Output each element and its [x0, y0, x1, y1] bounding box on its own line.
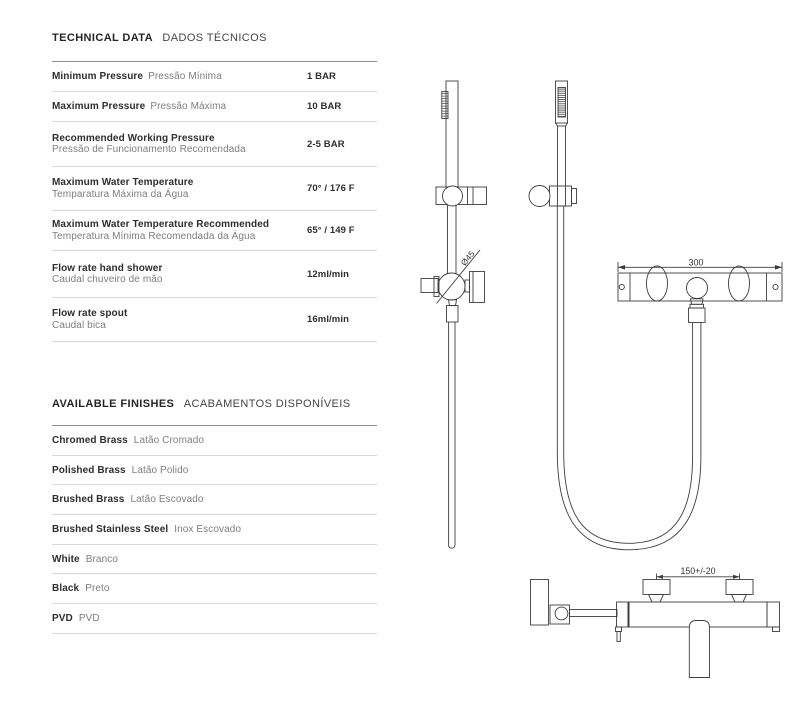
valve-handle: [470, 272, 485, 303]
finish-row: [52, 515, 377, 545]
spec-label-pt: Pressão Mínima: [148, 70, 222, 82]
spec-label-pt: Caudal chuveiro de mão: [52, 274, 163, 285]
finish-name-pt: Latão Cromado: [133, 434, 205, 446]
front-view-wall-mixer: [531, 574, 780, 678]
lever: [616, 627, 622, 632]
finish-row: [52, 574, 377, 604]
spec-label: [52, 308, 307, 331]
finish-row: [52, 485, 377, 515]
finish-name-pt: Preto: [85, 583, 110, 595]
spec-label: [52, 177, 307, 200]
body-width-label: 300: [688, 257, 704, 268]
spec-label-en: Flow rate spout: [52, 308, 128, 319]
spec-label-pt: Caudal bica: [52, 319, 106, 331]
technical-data-title: [52, 32, 377, 45]
spec-label: [52, 219, 307, 242]
hand-shower-sprayface: [442, 92, 448, 119]
finish-name-en: Polished Brass: [52, 464, 126, 476]
spec-row: [52, 167, 377, 211]
available-finishes-title: [52, 398, 377, 411]
finish-name-en: White: [52, 553, 80, 565]
spec-label-pt: Temperatura Mínima Recomendada da Água: [52, 230, 256, 242]
valve-diameter-label: Ø45: [458, 248, 477, 268]
finish-row: [52, 545, 377, 575]
spec-column: [52, 32, 377, 634]
spec-row: [52, 92, 377, 122]
holder-socket: [550, 605, 570, 624]
spec-value: 65° / 149 F: [307, 225, 355, 236]
valve-body: [438, 273, 465, 300]
hose-outer: [557, 206, 704, 550]
finish-name-en: Brushed Stainless Steel: [52, 523, 169, 535]
finish-name-pt: PVD: [78, 612, 100, 624]
finish-name-en: Chromed Brass: [52, 434, 128, 446]
spec-label: [52, 71, 307, 83]
available-finishes-table: [52, 425, 377, 634]
finish-name-pt: Latão Escovado: [130, 494, 204, 506]
available-finishes-title-en: AVAILABLE FINISHES: [52, 398, 175, 410]
spec-value: 70° / 176 F: [307, 183, 355, 194]
diverter-knob: [687, 278, 708, 299]
spec-label-pt: Pressão Máxima: [150, 100, 227, 112]
holder-plate: [531, 580, 549, 626]
bracket-plate: [436, 187, 487, 205]
hose-straight: [449, 322, 455, 548]
finish-row: [52, 426, 377, 456]
finish-name-pt: Branco: [85, 553, 119, 565]
wall-union: [729, 266, 750, 301]
finish-row: [52, 604, 377, 634]
front-view-shower-column: [421, 81, 487, 548]
hose-inner: [564, 206, 693, 543]
technical-data-title-en: TECHNICAL DATA: [52, 32, 153, 44]
holder-knob: [555, 607, 568, 620]
spec-label-en: Recommended Working Pressure: [52, 132, 215, 144]
hand-shower-handle: [558, 126, 566, 206]
technical-data-title-pt: DADOS TÉCNICOS: [162, 32, 267, 44]
hand-shower-head: [556, 81, 568, 123]
mixer-end-cap: [767, 602, 780, 627]
spec-label-en: Maximum Water Temperature: [52, 177, 194, 188]
spec-label-pt: Temparatura Máxima da Água: [52, 188, 189, 200]
spec-value: 16ml/min: [307, 314, 349, 325]
bracket-knob: [443, 186, 463, 206]
wall-union: [647, 266, 668, 301]
valve-bar-body: [618, 273, 782, 301]
finish-name-pt: Latão Polido: [131, 464, 189, 476]
available-finishes-section: [52, 398, 377, 634]
spec-label-pt: Pressão de Funcionamento Recomendada: [52, 144, 246, 155]
screw-hole: [773, 284, 778, 289]
technical-data-table: [52, 61, 377, 342]
holder-arm: [570, 610, 618, 617]
finish-row: [52, 456, 377, 486]
inlet-spacing-label: 150+/-20: [680, 565, 716, 576]
top-view-valve-bar: [618, 262, 782, 323]
spec-row: [52, 298, 377, 342]
bracket-holder: [550, 186, 572, 206]
bracket-knob: [529, 186, 550, 207]
spout: [421, 279, 438, 293]
spec-value: 12ml/min: [307, 268, 349, 280]
mixer-body: [617, 602, 768, 627]
screw-hole: [619, 284, 624, 289]
spec-row: [52, 211, 377, 251]
side-view-hand-shower: [529, 81, 704, 550]
wall-union: [643, 580, 670, 595]
wall-union: [726, 580, 753, 595]
finish-name-pt: Inox Escovado: [174, 523, 242, 535]
spec-label-en: Maximum Pressure: [52, 100, 146, 112]
available-finishes-title-pt: ACABAMENTOS DISPONÍVEIS: [183, 398, 351, 410]
finish-name-en: Brushed Brass: [52, 494, 125, 506]
spec-value: 2-5 BAR: [307, 138, 345, 150]
diameter-leader-line: [437, 250, 481, 304]
spec-label-en: Maximum Water Temperature Recommended: [52, 219, 270, 230]
spec-label-en: Minimum Pressure: [52, 70, 144, 82]
spec-value: 10 BAR: [307, 101, 342, 112]
spec-label: [52, 101, 307, 113]
hand-shower-body: [446, 81, 458, 187]
finish-name-en: PVD: [52, 612, 73, 624]
spec-row: [52, 122, 377, 167]
finish-name-en: Black: [52, 583, 80, 595]
spout: [689, 621, 709, 678]
hand-shower-nozzle-grid: [558, 88, 566, 118]
spec-label-en: Flow rate hand shower: [52, 262, 163, 274]
spec-value: 1 BAR: [307, 71, 337, 82]
spec-label: [52, 133, 307, 156]
spec-row: [52, 62, 377, 92]
spec-row: [52, 251, 377, 298]
spec-label: [52, 263, 307, 286]
